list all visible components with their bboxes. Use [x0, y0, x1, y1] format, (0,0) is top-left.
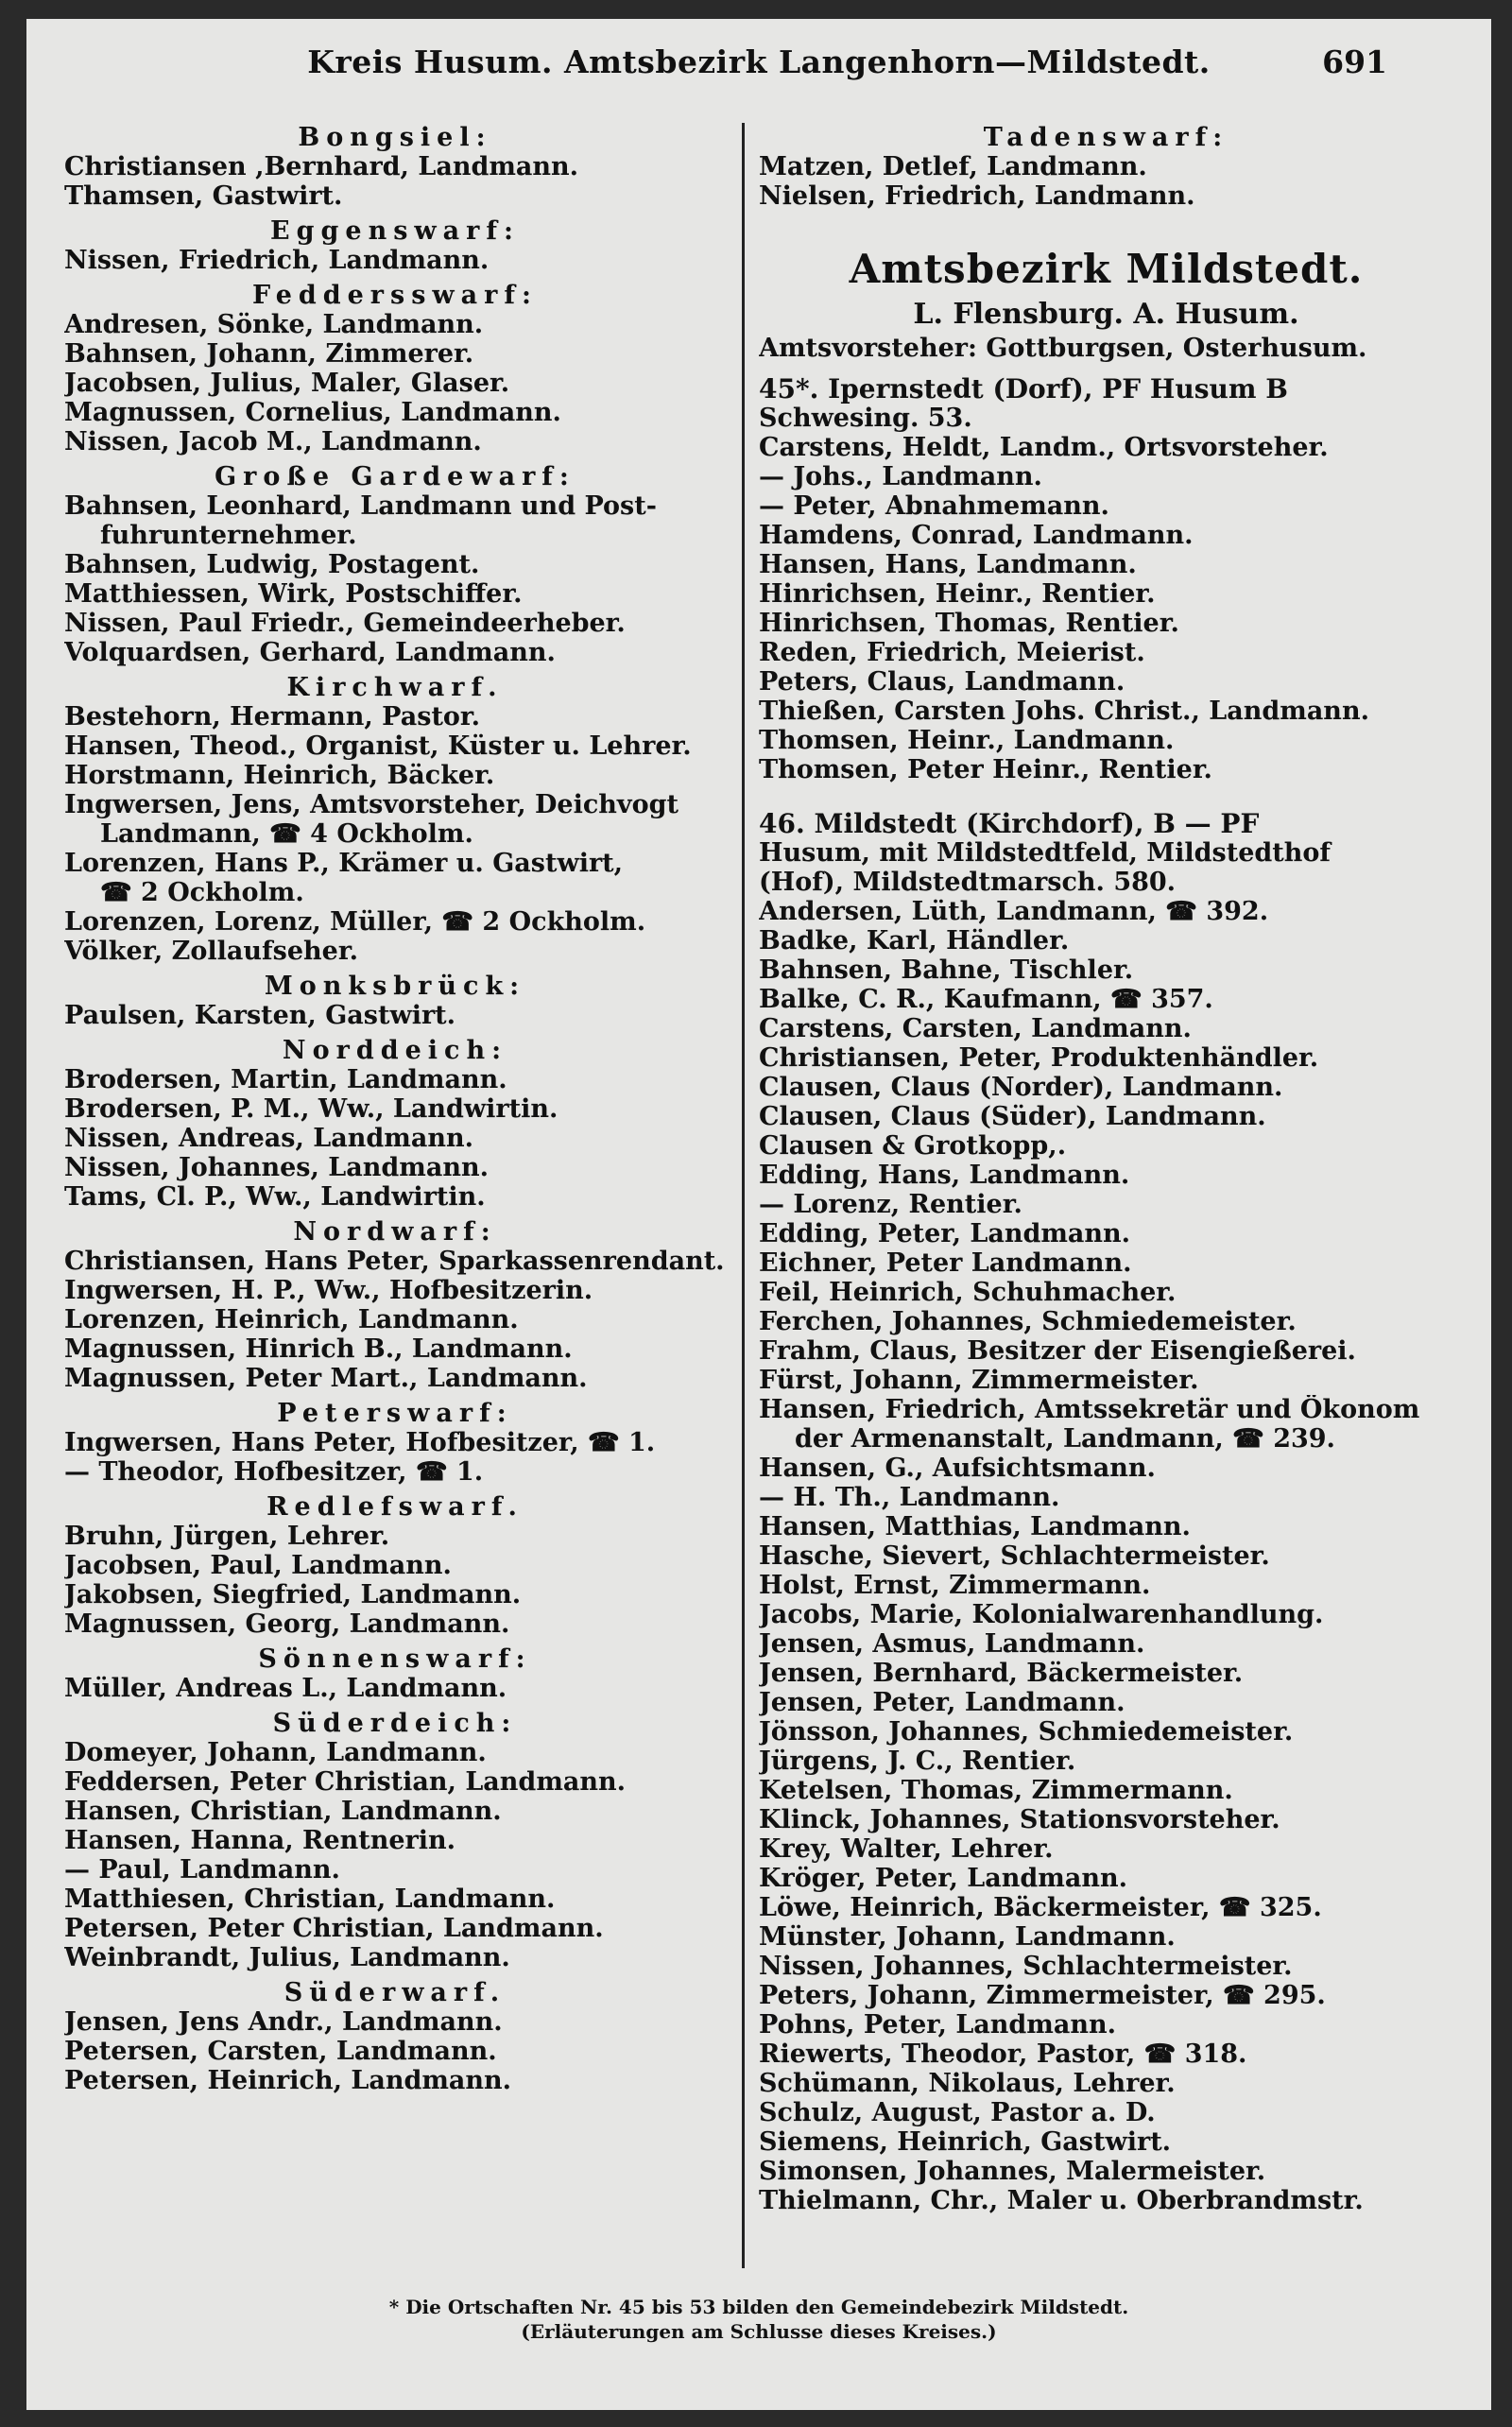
directory-entry: Hansen, Matthias, Landmann.	[759, 1512, 1191, 1541]
directory-entry: Petersen, Peter Christian, Landmann.	[64, 1914, 604, 1943]
district-title: Amtsbezirk Mildstedt.	[849, 246, 1364, 292]
page-number: 691	[1322, 43, 1387, 80]
directory-entry: Magnussen, Peter Mart., Landmann.	[64, 1364, 588, 1393]
directory-entry: Hinrichsen, Thomas, Rentier.	[759, 609, 1179, 638]
locality-heading: Große Gardewarf:	[215, 462, 576, 491]
directory-entry: Jensen, Peter, Landmann.	[759, 1688, 1125, 1717]
directory-entry: Feil, Heinrich, Schuhmacher.	[759, 1278, 1177, 1307]
directory-entry: Jacobsen, Paul, Landmann.	[64, 1551, 452, 1580]
directory-entry: Andresen, Sönke, Landmann.	[64, 310, 484, 339]
directory-entry: Bruhn, Jürgen, Lehrer.	[64, 1522, 390, 1551]
directory-entry: Magnussen, Cornelius, Landmann.	[64, 398, 561, 427]
directory-entry: Eichner, Peter Landmann.	[759, 1248, 1132, 1278]
directory-entry: Hansen, G., Aufsichtsmann.	[759, 1454, 1156, 1483]
directory-entry: Nissen, Friedrich, Landmann.	[64, 246, 490, 275]
directory-entry: Ferchen, Johannes, Schmiedemeister.	[759, 1307, 1297, 1336]
directory-entry: Paulsen, Karsten, Gastwirt.	[64, 1001, 456, 1030]
directory-entry: Nissen, Paul Friedr., Gemeindeerheber.	[64, 609, 626, 638]
directory-entry: — Theodor, Hofbesitzer, ☎ 1.	[64, 1457, 484, 1487]
directory-entry: Klinck, Johannes, Stationsvorsteher.	[759, 1805, 1280, 1834]
directory-entry: Bestehorn, Hermann, Pastor.	[64, 702, 481, 732]
directory-entry: Frahm, Claus, Besitzer der Eisengießerei.	[759, 1336, 1356, 1366]
directory-entry: Bahnsen, Bahne, Tischler.	[759, 955, 1134, 985]
directory-entry: Petersen, Carsten, Landmann.	[64, 2037, 497, 2066]
directory-entry: Jensen, Asmus, Landmann.	[759, 1629, 1145, 1659]
directory-entry: Horstmann, Heinrich, Bäcker.	[64, 761, 495, 790]
directory-entry: Ingwersen, Hans Peter, Hofbesitzer, ☎ 1.	[64, 1428, 656, 1457]
directory-entry: Matthiesen, Christian, Landmann.	[64, 1885, 556, 1914]
locality-heading: Kirchwarf.	[286, 673, 504, 702]
directory-entry: Bahnsen, Leonhard, Landmann und Post-	[64, 491, 657, 521]
directory-entry: Nissen, Johannes, Landmann.	[64, 1153, 490, 1182]
directory-entry: Thomsen, Peter Heinr., Rentier.	[759, 755, 1212, 784]
locality-heading: Süderwarf.	[284, 1978, 507, 2007]
directory-entry: Siemens, Heinrich, Gastwirt.	[759, 2127, 1172, 2157]
directory-entry: Kröger, Peter, Landmann.	[759, 1864, 1127, 1893]
locality-heading: Monksbrück:	[264, 972, 526, 1001]
directory-entry: Holst, Ernst, Zimmermann.	[759, 1571, 1151, 1600]
directory-entry: Fürst, Johann, Zimmermeister.	[759, 1366, 1199, 1395]
right-column	[759, 123, 1453, 2215]
directory-entry: Brodersen, P. M., Ww., Landwirtin.	[64, 1094, 558, 1124]
directory-entry: Amtsvorsteher: Gottburgsen, Osterhusum.	[759, 334, 1367, 363]
directory-entry: Nissen, Jacob M., Landmann.	[64, 427, 482, 456]
footnote-line: * Die Ortschaften Nr. 45 bis 53 bilden den Gemeindebezirk Mildstedt.	[388, 2296, 1129, 2318]
directory-entry: Schwesing. 53.	[759, 404, 972, 433]
directory-entry: Weinbrandt, Julius, Landmann.	[64, 1943, 510, 1972]
directory-entry: Krey, Walter, Lehrer.	[759, 1834, 1054, 1864]
directory-entry: Hinrichsen, Heinr., Rentier.	[759, 579, 1156, 609]
directory-entry: Thomsen, Heinr., Landmann.	[759, 726, 1175, 755]
directory-entry: Peters, Claus, Landmann.	[759, 667, 1125, 697]
place-heading: 46. Mildstedt (Kirchdorf), B — PF	[759, 809, 1260, 838]
directory-entry: Bahnsen, Ludwig, Postagent.	[64, 550, 480, 579]
locality-heading: Tadenswarf:	[983, 123, 1229, 152]
locality-heading: Nordwarf:	[293, 1217, 497, 1247]
directory-entry: Husum, mit Mildstedtfeld, Mildstedthof	[759, 838, 1331, 868]
directory-entry: Clausen, Claus (Norder), Landmann.	[759, 1073, 1283, 1102]
directory-entry: Völker, Zollaufseher.	[64, 937, 358, 966]
directory-entry: Edding, Peter, Landmann.	[759, 1219, 1131, 1248]
directory-entry: Ingwersen, H. P., Ww., Hofbesitzerin.	[64, 1276, 593, 1305]
directory-entry: Matthiessen, Wirk, Postschiffer.	[64, 579, 523, 609]
directory-entry: Jakobsen, Siegfried, Landmann.	[64, 1580, 522, 1609]
directory-entry: Ketelsen, Thomas, Zimmermann.	[759, 1776, 1233, 1805]
directory-entry: Jensen, Jens Andr., Landmann.	[64, 2007, 503, 2037]
directory-entry: Nissen, Johannes, Schlachtermeister.	[759, 1952, 1293, 1981]
directory-entry: Christiansen, Hans Peter, Sparkassenrendant.	[64, 1247, 725, 1276]
directory-entry: Bahnsen, Johann, Zimmerer.	[64, 339, 474, 369]
directory-entry: Peters, Johann, Zimmermeister, ☎ 295.	[759, 1981, 1326, 2010]
directory-entry: Carstens, Heldt, Landm., Ortsvorsteher.	[759, 433, 1329, 462]
locality-heading: Norddeich:	[282, 1036, 508, 1065]
footnote-line: (Erläuterungen am Schlusse dieses Kreises.)	[521, 2320, 997, 2343]
directory-entry: Edding, Hans, Landmann.	[759, 1161, 1130, 1190]
directory-entry: Schümann, Nikolaus, Lehrer.	[759, 2069, 1176, 2098]
directory-entry: Christiansen ,Bernhard, Landmann.	[64, 152, 579, 181]
directory-entry: Hansen, Hans, Landmann.	[759, 550, 1137, 579]
directory-entry: Matzen, Detlef, Landmann.	[759, 152, 1147, 181]
locality-heading: Redlefswarf.	[266, 1492, 524, 1522]
directory-entry: Lorenzen, Lorenz, Müller, ☎ 2 Ockholm.	[64, 907, 646, 937]
directory-entry: Simonsen, Johannes, Malermeister.	[759, 2157, 1266, 2186]
directory-entry: Badke, Karl, Händler.	[759, 926, 1070, 955]
directory-entry: Müller, Andreas L., Landmann.	[64, 1674, 507, 1703]
directory-entry: Magnussen, Georg, Landmann.	[64, 1609, 510, 1639]
left-column	[64, 123, 726, 2095]
directory-entry: Reden, Friedrich, Meierist.	[759, 638, 1145, 667]
district-subtitle: L. Flensburg. A. Husum.	[913, 298, 1299, 331]
directory-entry: Ingwersen, Jens, Amtsvorsteher, Deichvogt	[64, 790, 679, 819]
directory-entry: Jacobsen, Julius, Maler, Glaser.	[64, 369, 510, 398]
directory-entry: Petersen, Heinrich, Landmann.	[64, 2066, 512, 2095]
directory-entry: Jönsson, Johannes, Schmiedemeister.	[759, 1717, 1294, 1747]
directory-entry: Lorenzen, Heinrich, Landmann.	[64, 1305, 519, 1334]
directory-entry: Jürgens, J. C., Rentier.	[759, 1747, 1076, 1776]
directory-entry: Jacobs, Marie, Kolonialwarenhandlung.	[759, 1600, 1324, 1629]
directory-entry: Tams, Cl. P., Ww., Landwirtin.	[64, 1182, 486, 1212]
directory-entry: Löwe, Heinrich, Bäckermeister, ☎ 325.	[759, 1893, 1322, 1922]
directory-entry: Clausen & Grotkopp,.	[759, 1131, 1067, 1161]
entry-continuation: ☎ 2 Ockholm.	[100, 878, 304, 907]
column-divider	[742, 123, 745, 2268]
directory-entry: Carstens, Carsten, Landmann.	[759, 1014, 1192, 1043]
directory-entry: Christiansen, Peter, Produktenhändler.	[759, 1043, 1319, 1073]
directory-entry: Balke, C. R., Kaufmann, ☎ 357.	[759, 985, 1213, 1014]
locality-heading: Bongsiel:	[298, 123, 492, 152]
directory-entry: Schulz, August, Pastor a. D.	[759, 2098, 1156, 2127]
directory-entry: — Peter, Abnahmemann.	[759, 491, 1109, 521]
locality-heading: Sönnenswarf:	[258, 1644, 532, 1674]
directory-entry: Hansen, Theod., Organist, Küster u. Lehrer.	[64, 732, 692, 761]
place-heading: 45*. Ipernstedt (Dorf), PF Husum B	[759, 374, 1288, 404]
locality-heading: Eggenswarf:	[270, 216, 520, 246]
directory-entry: Feddersen, Peter Christian, Landmann.	[64, 1767, 627, 1797]
page-header	[26, 43, 1491, 100]
locality-heading: Peterswarf:	[277, 1399, 513, 1428]
directory-entry: Hansen, Friedrich, Amtssekretär und Ökonom	[759, 1395, 1420, 1424]
page-title: Kreis Husum. Amtsbezirk Langenhorn—Mildstedt.	[307, 43, 1211, 80]
directory-entry: Riewerts, Theodor, Pastor, ☎ 318.	[759, 2040, 1247, 2069]
directory-entry: Thamsen, Gastwirt.	[64, 181, 343, 211]
directory-entry: Hamdens, Conrad, Landmann.	[759, 521, 1194, 550]
directory-entry: Magnussen, Hinrich B., Landmann.	[64, 1334, 573, 1364]
directory-entry: — Lorenz, Rentier.	[759, 1190, 1022, 1219]
directory-entry: Hasche, Sievert, Schlachtermeister.	[759, 1541, 1270, 1571]
entry-continuation: Landmann, ☎ 4 Ockholm.	[100, 819, 473, 849]
directory-entry: Domeyer, Johann, Landmann.	[64, 1738, 487, 1767]
footnote	[26, 2295, 1491, 2344]
directory-entry: Andersen, Lüth, Landmann, ☎ 392.	[759, 897, 1269, 926]
entry-continuation: fuhrunternehmer.	[100, 521, 357, 550]
directory-entry: — Johs., Landmann.	[759, 462, 1042, 491]
directory-page	[26, 19, 1491, 2410]
directory-entry: Clausen, Claus (Süder), Landmann.	[759, 1102, 1266, 1131]
directory-entry: — Paul, Landmann.	[64, 1855, 340, 1885]
directory-entry: Nielsen, Friedrich, Landmann.	[759, 181, 1195, 211]
locality-heading: Feddersswarf:	[252, 281, 538, 310]
directory-entry: (Hof), Mildstedtmarsch. 580.	[759, 868, 1177, 897]
directory-entry: — H. Th., Landmann.	[759, 1483, 1060, 1512]
directory-entry: Lorenzen, Hans P., Krämer u. Gastwirt,	[64, 849, 624, 878]
directory-entry: Pohns, Peter, Landmann.	[759, 2010, 1117, 2040]
directory-entry: Thielmann, Chr., Maler u. Oberbrandmstr.	[759, 2186, 1364, 2215]
directory-entry: Hansen, Christian, Landmann.	[64, 1797, 502, 1826]
directory-entry: Münster, Johann, Landmann.	[759, 1922, 1176, 1952]
directory-entry: Hansen, Hanna, Rentnerin.	[64, 1826, 456, 1855]
directory-entry: Thießen, Carsten Johs. Christ., Landmann.	[759, 697, 1369, 726]
directory-entry: Brodersen, Martin, Landmann.	[64, 1065, 507, 1094]
directory-entry: Jensen, Bernhard, Bäckermeister.	[759, 1659, 1244, 1688]
directory-entry: Nissen, Andreas, Landmann.	[64, 1124, 474, 1153]
directory-entry: Volquardsen, Gerhard, Landmann.	[64, 638, 556, 667]
entry-continuation: der Armenanstalt, Landmann, ☎ 239.	[795, 1424, 1335, 1454]
locality-heading: Süderdeich:	[272, 1709, 518, 1738]
